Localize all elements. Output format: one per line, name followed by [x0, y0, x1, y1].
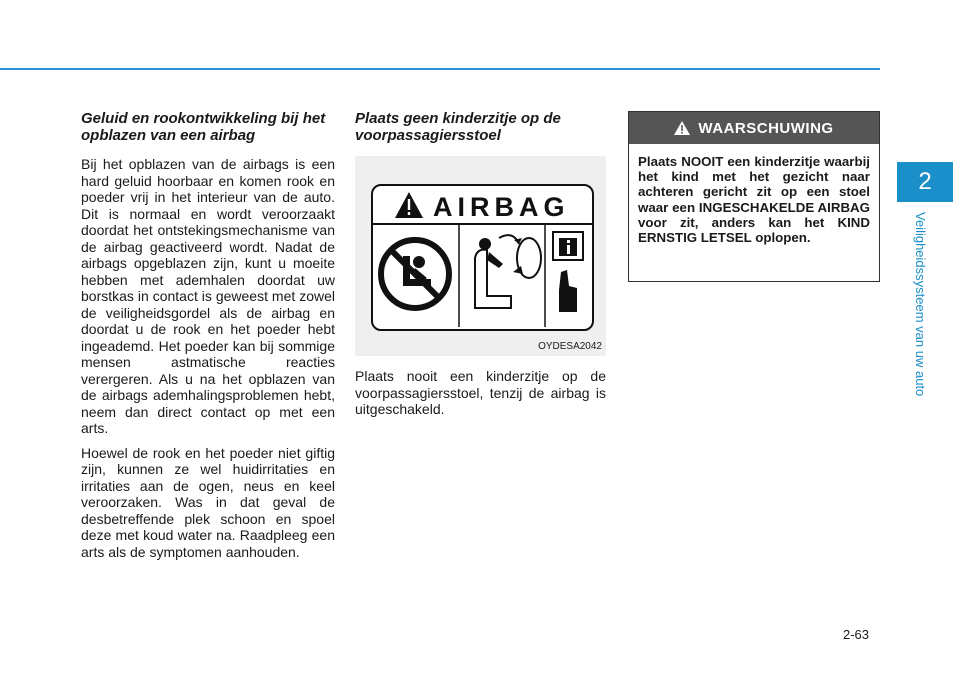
paragraph-child-seat: Plaats nooit een kinderzitje op de voorpassagiersstoel, tenzij de airbag is uitgeschakeld. — [355, 368, 606, 417]
no-child-seat-icon — [381, 240, 449, 308]
figure-code: OYDESA2042 — [538, 341, 602, 352]
paragraph-smoke: Bij het opblazen van de airbags is een hard geluid hoorbaar en komen rook en poeder vrij in het interieur van de auto. Dit is normaal en wordt veroorzaakt doordat het ontstekingsmechanisme van de airbag geactiveerd wordt. Nadat de airbags opgeblazen zijn, kunt u moeite hebben met ademhalen doordat uw borstkas in contact is geweest met zowel de veiligheidsgordel als de airbag en doordat u de rook en het poeder hebt ingeademd. Het poeder kan bij sommige mensen astmatische reacties verergeren. Als u na het opblazen van de airbags ademhalingsproblemen hebt, neem dan direct contact op met een arts. — [81, 156, 335, 436]
warning-title: WAARSCHUWING — [698, 119, 834, 137]
chapter-number: 2 — [918, 168, 932, 195]
manual-info-icon — [553, 232, 583, 312]
paragraph-irritation: Hoewel de rook en het poeder niet giftig zijn, kunnen ze wel huidirritaties en irritaties aan de ogen, neus en keel veroorzaken. Was in dat geval de desbetreffende plek schoon en spoel deze met koud water na. Raadpleeg een arts als de symptomen aanhouden. — [81, 444, 335, 560]
header-rule — [0, 68, 880, 70]
airbag-warning-label — [371, 184, 594, 331]
page-number: 2-63 — [843, 627, 870, 642]
middle-column — [355, 110, 606, 426]
warning-triangle-icon — [674, 121, 690, 135]
left-column — [81, 110, 335, 568]
section-heading-child-seat: Plaats geen kinderzitje op de voorpassagiersstoel — [355, 110, 561, 144]
airbag-label-drawing — [373, 186, 592, 329]
chapter-side-label — [912, 212, 932, 412]
chapter-tab[interactable] — [897, 162, 953, 202]
chapter-title: Veiligheidssysteem van uw auto — [913, 212, 928, 397]
warning-text: Plaats NOOIT een kinderzitje waarbij het kind met het gezicht naar achteren gericht zit op een stoel waar een INGESCHAKELDE AIRBAG voor zit, anders kan het KIND ERNSTIG LETSEL oplopen. — [638, 154, 870, 246]
warning-triangle-icon — [395, 192, 423, 218]
airbag-deploy-icon — [475, 235, 541, 308]
warning-box — [628, 111, 880, 282]
airbag-label-title: AIRBAG — [433, 192, 570, 222]
airbag-label-figure — [355, 156, 606, 356]
warning-header — [629, 112, 879, 144]
section-heading-smoke: Geluid en rookontwikkeling bij het opblazen van een airbag — [81, 110, 326, 144]
